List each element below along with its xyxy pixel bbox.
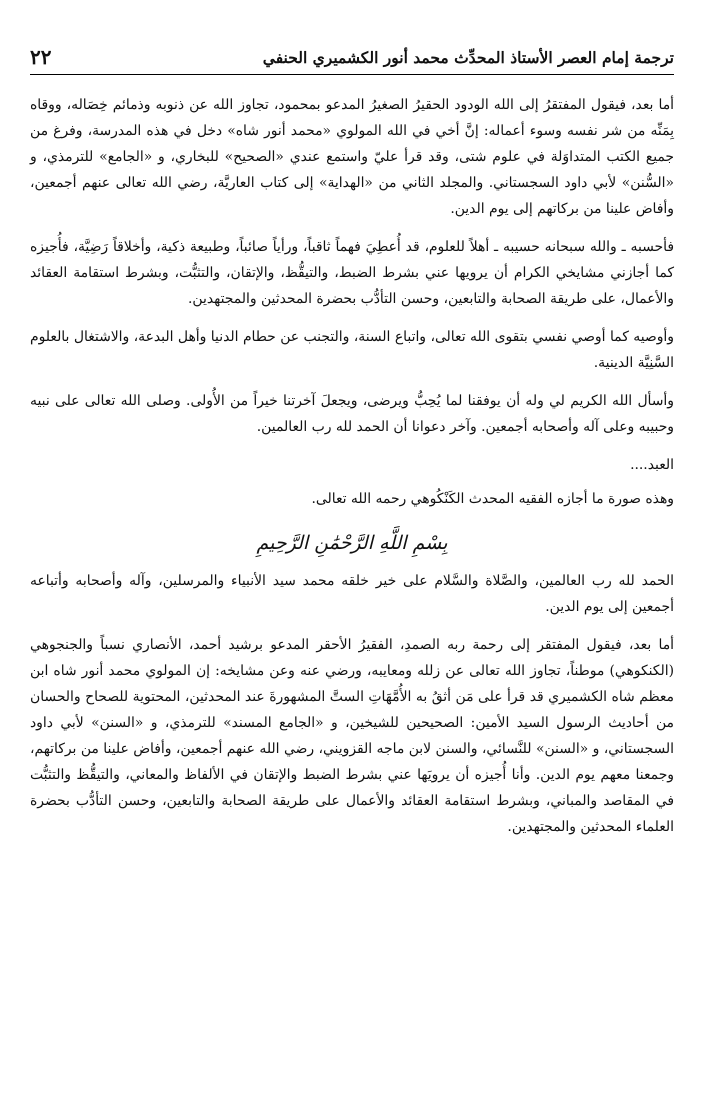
paragraph: أما بعد، فيقول المفتقر إلى رحمة ربه الصمدِ، الفقيرُ الأحقر المدعو برشيد أحمد، الأنصاري نسباً والجنجوهي (الكنكوهي) موطناً، تجاوز الله تعالى عن زلله ومعايبه، ورضي عنه وعن مشايخه: إن المولوي محمد أنور شاه ابن معظم شاه الكشميري قد قرأ على مَن أثقُ به الأُمَّهَاتِ الستَّ المشهورةَ عند المحدثين، المحتوية للصحاح والحسان من أحاديث الرسول السيد الأمين: الصحيحين للشيخين، و «الجامع المسند» للترمذي، و «السنن» لأبي داود السجستاني، و «السنن» للنَّسائي، والسنن لابن ماجه القزويني، رضي الله عنهم أجمعين، وأفاض علينا من بركاتهم، وجمعنا معهم يوم الدين. وأنا أُجيزه أن يرويَها عني بشرط الضبط والإتقان في الألفاظ والمعاني، والتيقُّظ والتثبُّت في المقاصد والمباني، وبشرط استقامة العقائد والأعمال على طريقة الصحابة والتابعين، وحسن التأدُّب بحضرة العلماء المحدثين والمجتهدين. — [30, 637, 674, 835]
page-number: ٢٢ — [30, 45, 52, 69]
paragraph: أما بعد، فيقول المفتقرُ إلى الله الودود الحقيرُ الصغيرُ المدعو بمحمود، تجاوز الله عن ذنوبه وذمائم خِصَاله، ووقاه بِمَنِّه من شر نفسه وسوء أعماله: إنَّ أخي في الله المولوي «محمد أنور شاه» دخل في هذه المدرسة، وفرغ من جميع الكتب المتداوَلة في علوم شتى، وقد قرأ عليّ واستمع عندي «الصحيح» للبخاري، و «الجامع» للترمذي، و «السُّنن» لأبي داود السجستاني. والمجلد الثاني من «الهداية» إلى كتاب العاريَّة، رضي الله تعالى عنهم أجمعين، وأفاض علينا من بركاتهم إلى يوم الدين. — [30, 97, 674, 217]
intro-line: وهذه صورة ما أجازه الفقيه المحدث الكَنْكُوهي رحمه الله تعالى. — [311, 491, 674, 507]
paragraph: وأوصيه كما أوصي نفسي بتقوى الله تعالى، واتباع السنة، والتجنب عن حطام الدنيا وأهل البدعة، والاشتغال بالعلوم السَّنِيَّة الدينية. — [30, 329, 674, 371]
page-header — [30, 40, 674, 75]
paragraph: وأسأل الله الكريم لي وله أن يوفقنا لما يُحِبُّ ويرضى، ويجعلَ آخرتنا خيراً من الأُولى. وصلى الله تعالى على نبيه وحبيبه وعلى آله وأصحابه أجمعين. وآخر دعوانا أن الحمد لله رب العالمين. — [30, 393, 674, 435]
signature-line: العبد.... — [630, 457, 674, 473]
basmala: بِسْمِ اللَّهِ الرَّحْمَٰنِ الرَّحِيمِ — [256, 532, 448, 554]
page-body — [30, 92, 674, 852]
paragraph: الحمد لله رب العالمين، والصَّلاة والسَّلام على خير خلقه محمد سيد الأنبياء والمرسلين، وآله وأصحابه وأتباعه أجمعين إلى يوم الدين. — [30, 573, 674, 615]
paragraph: فأحسبه ـ والله سبحانه حسيبه ـ أهلاً للعلوم، قد أُعطِيَ فهماً ثاقباً، ورأياً صائباً، وطبيعة ذكية، وأخلاقاً رَضِيَّة، فأُجيزه كما أجازني مشايخي الكرام أن يرويها عني بشرط الضبط، والتيقُّظ، والإتقان، والتثبُّت، وبشرط استقامة العقائد والأعمال، على طريقة الصحابة والتابعين، وحسن التأدُّب بحضرة المحدثين والمجتهدين. — [30, 239, 674, 307]
running-title: ترجمة إمام العصر الأستاذ المحدِّث محمد أنور الكشميري الحنفي — [262, 47, 674, 67]
